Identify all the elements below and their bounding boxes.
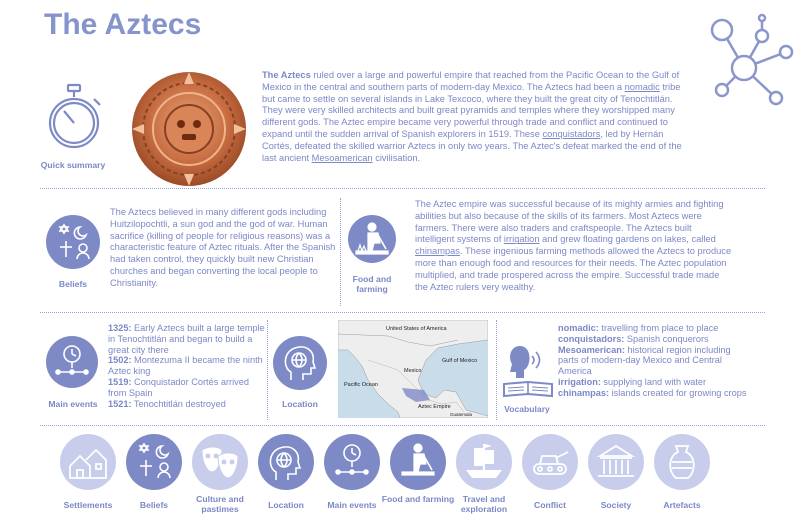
link-irrigation[interactable]: irrigation <box>503 234 540 245</box>
link-mesoamerican[interactable]: Mesoamerican <box>311 152 373 163</box>
event-text: Tenochtitlán destroyed <box>131 398 226 409</box>
timeline-icon-circle <box>46 336 98 388</box>
summary-text <box>262 70 688 164</box>
topic-nav <box>34 434 774 514</box>
nav-label: Main events <box>327 500 377 510</box>
link-nomadic[interactable]: nomadic <box>624 81 660 92</box>
farmer-icon <box>348 215 396 263</box>
nav-label: Artefacts <box>663 500 701 510</box>
vocab-item <box>558 323 748 334</box>
map-label-pacific: Pacific Ocean <box>344 382 378 388</box>
nav-label: Food and farming <box>381 494 455 504</box>
map-label-gulf: Gulf of Mexico <box>442 358 478 364</box>
main-events-label: Main events <box>48 399 98 409</box>
summary-lead: The Aztecs <box>262 70 311 80</box>
vocab-def: Spanish conquerors <box>624 333 709 344</box>
beliefs-icon-circle <box>46 215 100 269</box>
map-label-empire: Aztec Empire <box>418 404 451 410</box>
food-farming-label: Food and farming <box>352 274 392 294</box>
map-label-usa: United States of America <box>386 326 447 332</box>
quick-summary-label: Quick summary <box>40 160 106 170</box>
stopwatch-icon <box>44 83 106 149</box>
summary-part-2: tribe but came to settle on several islands in Lake Texcoco, where they built the great city of Tenochtitlán. They were very skilled architects and built great pyramids and temples where they worshipped many different gods. The Aztec empire became very powerful through trade and conflict and continued to expand until the sudden arrival of Spanish explorers in 1519. These <box>262 81 681 139</box>
vocab-term: irrigation: <box>558 376 601 387</box>
vocab-def: islands created for growing crops <box>609 387 747 398</box>
nav-label: Society <box>600 500 632 510</box>
network-icon <box>700 8 800 108</box>
location-label: Location <box>282 399 318 409</box>
vocab-def: historical region including parts of modern-day Mexico and Central America <box>558 344 731 377</box>
globe-head-icon <box>273 336 327 390</box>
vocab-item <box>558 345 748 377</box>
food-part-2: and grew floating gardens on lakes, called <box>539 234 716 245</box>
event-year: 1325: <box>108 323 132 333</box>
vocabulary-list <box>558 323 748 399</box>
timeline-icon <box>46 336 98 388</box>
nav-label: Travel and exploration <box>460 494 508 514</box>
aztec-calendar-image <box>130 70 248 188</box>
link-chinampas[interactable]: chinampas <box>415 246 460 257</box>
event-text: Montezuma II became the ninth Aztec king <box>108 355 263 377</box>
nav-label: Culture and pastimes <box>196 494 244 514</box>
farmer-icon-circle <box>348 215 396 263</box>
event-text: Early Aztecs built a large temple in Tenochtitlán and began to build a great city there <box>108 323 265 355</box>
vocab-term: conquistadors: <box>558 333 625 344</box>
vocab-term: nomadic: <box>558 323 599 333</box>
nav-label: Settlements <box>63 500 113 510</box>
event-item <box>108 355 268 377</box>
event-year: 1519: <box>108 376 132 387</box>
vocab-item <box>558 377 748 388</box>
map-label-guatemala: Guatemala <box>450 412 473 417</box>
vocab-term: Mesoamerican: <box>558 344 625 355</box>
vase-icon <box>654 434 710 490</box>
event-text: Conquistador Cortés arrived from Spain <box>108 376 249 398</box>
event-item <box>108 323 268 355</box>
divider <box>40 312 765 313</box>
event-year: 1502: <box>108 355 132 366</box>
food-text <box>415 199 733 293</box>
globe-head-icon-circle <box>273 336 327 390</box>
divider <box>40 188 765 189</box>
summary-part-4: civilisation. <box>372 152 421 163</box>
event-item <box>108 399 268 410</box>
events-list <box>108 323 268 409</box>
vocabulary-label: Vocabulary <box>504 404 550 414</box>
nav-artefacts[interactable] <box>628 434 708 510</box>
map <box>338 320 488 418</box>
nav-label: Conflict <box>534 500 566 510</box>
summary-part-1: ruled over a large and powerful empire that reached from the Pacific Ocean to the Gulf of Mexico in the central and southern parts of modern-day Mexico. The Aztecs had been a <box>262 70 680 92</box>
map-label-mexico: Mexico <box>404 368 422 374</box>
beliefs-text: The Aztecs believed in many different gods including Huitzilopochtli, a sun god and the god of war. Human sacrifice (killing of people for religious reasons) was a characteristic feature of Aztec rituals. After the Spanish had taken control, they quickly built new Christian churches and began converting the local people to Christianity. <box>110 207 336 288</box>
vocab-def: supplying land with water <box>600 376 707 387</box>
vocab-term: chinampas: <box>558 387 610 398</box>
link-conquistadors[interactable]: conquistadors <box>542 128 601 139</box>
page-title: The Aztecs <box>44 8 202 41</box>
nav-label: Beliefs <box>139 500 169 510</box>
nav-label: Location <box>268 500 304 510</box>
vocab-item <box>558 388 748 399</box>
beliefs-icon <box>46 215 100 269</box>
vocabulary-icon <box>502 342 556 398</box>
divider <box>40 425 765 426</box>
vocab-def: travelling from place to place <box>598 323 719 333</box>
event-year: 1521: <box>108 398 132 409</box>
food-part-1: The Aztec empire was successful because of its mighty armies and fighting abilities but also because of the skills of its farmers. Most Aztecs were farmers. There were also traders and craftspeople. The Aztecs built intelligent systems of <box>415 199 724 245</box>
event-item <box>108 377 268 399</box>
nav-circle <box>654 434 710 490</box>
food-part-3: . These ingenious farming methods allowed the Aztecs to produce more than enough food and resources for their needs. The Aztec population multiplied, and trade prospered across the empire. Successful trade made the Aztec rulers very wealthy. <box>415 246 732 292</box>
vocab-item <box>558 334 748 345</box>
beliefs-label: Beliefs <box>58 279 88 289</box>
summary-part-3: , led by Hernán Cortés, defeated the skilled warrior Aztecs in only two years. The Aztec's defeat marked the end of the last ancient <box>262 128 682 163</box>
